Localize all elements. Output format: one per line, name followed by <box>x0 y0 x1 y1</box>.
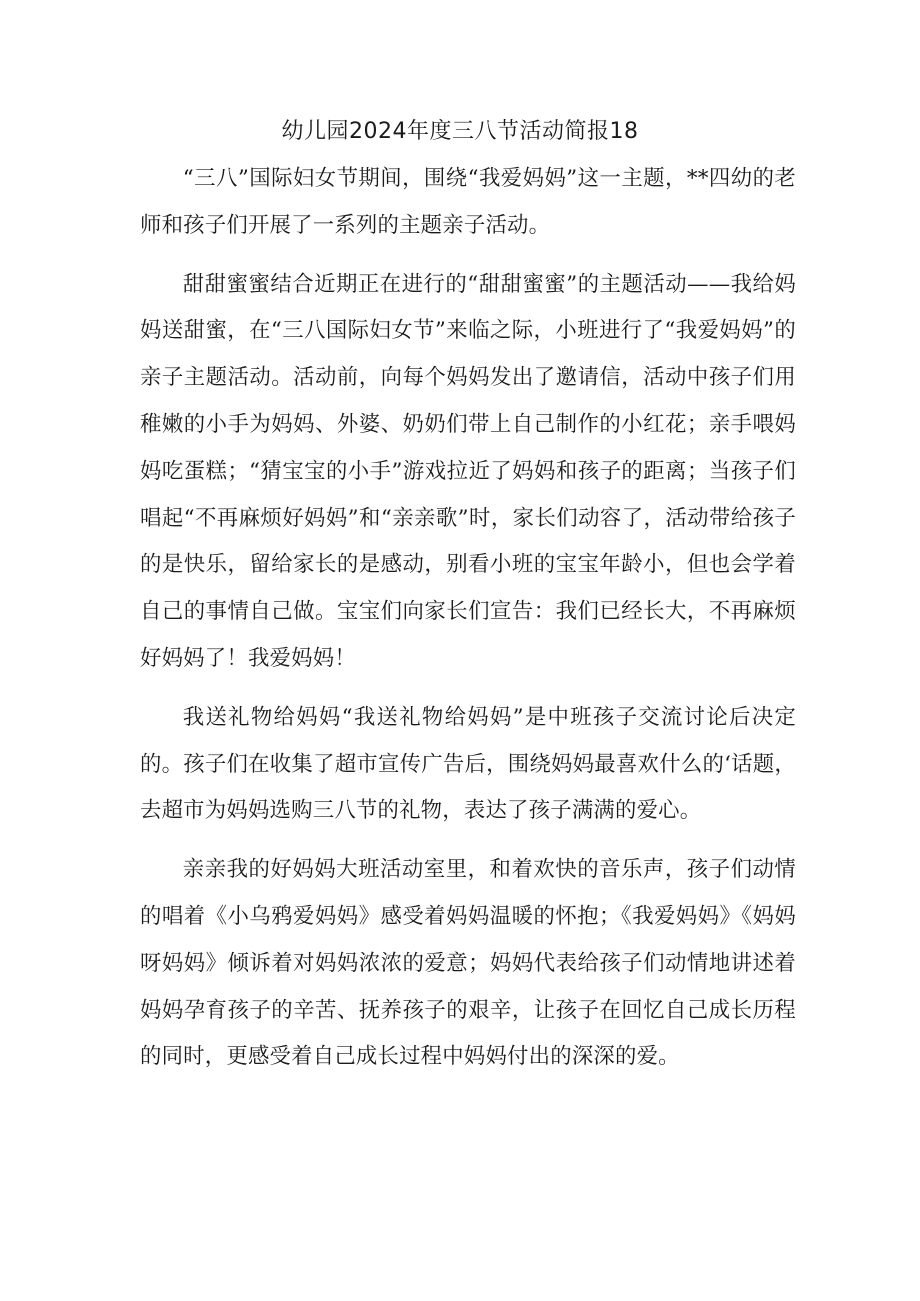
paragraph-big-class: 亲亲我的好妈妈大班活动室里，和着欢快的音乐声，孩子们动情的唱着《小乌鸦爱妈妈》感受着妈妈温暖的怀抱；《我爱妈妈》《妈妈呀妈妈》倾诉着对妈妈浓浓的爱意；妈妈代表给孩子们动情地讲述着妈妈孕育孩子的辛苦、抚养孩子的艰辛，让孩子在回忆自己成长历程的同时，更感受着自己成长过程中妈妈付出的深深的爱。 <box>140 857 796 1070</box>
paragraph-intro: “三八”国际妇女节期间，围绕“我爱妈妈”这一主题，**四幼的老师和孩子们开展了一系列的主题亲子活动。 <box>140 166 796 238</box>
paragraph-small-class: 甜甜蜜蜜结合近期正在进行的“甜甜蜜蜜”的主题活动——我给妈妈送甜蜜，在“三八国际妇女节”来临之际，小班进行了“我爱妈妈”的亲子主题活动。活动前，向每个妈妈发出了邀请信，活动中孩子们用稚嫩的小手为妈妈、外婆、奶奶们带上自己制作的小红花；亲手喂妈妈吃蛋糕；“猜宝宝的小手”游戏拉近了妈妈和孩子的距离；当孩子们唱起“不再麻烦好妈妈”和“亲亲歌”时，家长们动容了，活动带给孩子的是快乐，留给家长的是感动，别看小班的宝宝年龄小，但也会学着自己的事情自己做。宝宝们向家长们宣告：我们已经长大，不再麻烦好妈妈了！我爱妈妈！ <box>140 271 796 671</box>
document-title: 幼儿园2024年度三八节活动简报18 <box>281 119 639 144</box>
paragraph-middle-class: 我送礼物给妈妈“我送礼物给妈妈”是中班孩子交流讨论后决定的。孩子们在收集了超市宣传广告后，围绕妈妈最喜欢什么的‘话题，去超市为妈妈选购三八节的礼物，表达了孩子满满的爱心。 <box>140 704 796 824</box>
document-body <box>140 156 796 1093</box>
